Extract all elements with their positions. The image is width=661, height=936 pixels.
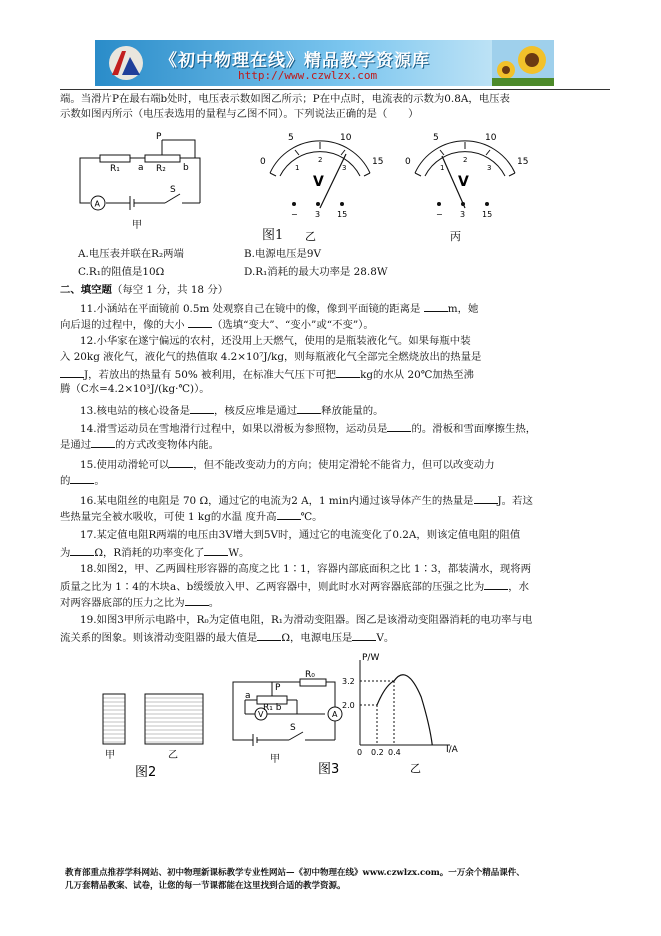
q12-text-b: kg的水从 20℃加热至沸 bbox=[360, 369, 474, 381]
q17-text-c: W。 bbox=[228, 547, 250, 559]
inner-3: 3 bbox=[342, 164, 347, 172]
label-jia: 甲 bbox=[105, 750, 115, 761]
label-b: b bbox=[183, 163, 189, 173]
q12-text-a: J，若放出的热量有 50% 被利用，在标准大气压下可把 bbox=[84, 369, 337, 381]
label-p: P bbox=[156, 132, 162, 142]
q11-line-2 bbox=[60, 316, 610, 332]
terminal-3: 3 bbox=[315, 210, 321, 219]
meter-unit-bing: V bbox=[458, 174, 469, 190]
q15-line-1 bbox=[80, 456, 630, 472]
option-a: A.电压表并联在R₂两端 bbox=[78, 248, 184, 260]
q18-line-1: 18.如图2，甲、乙两圆柱形容器的高度之比 1∶1，容器内部底面积之比 1∶3，都装满水，现将两 bbox=[80, 563, 532, 575]
q12-line-1: 12.小华家在遂宁偏远的农村，还没用上天燃气，使用的是瓶装液化气。如果每瓶中装 bbox=[80, 335, 471, 347]
footer-line-2: 几万套精品教案、试卷，让您的每一节课都能在这里找到合适的教学资源。 bbox=[65, 881, 346, 891]
ammeter-label: A bbox=[332, 710, 338, 719]
label-r1: R₁ bbox=[110, 164, 120, 174]
q11-text-a: 11.小涵站在平面镜前 0.5m 处观察自己在镜中的像，像到平面镜的距离是 bbox=[80, 303, 421, 315]
q14-text-a: 14.滑雪运动员在雪地滑行过程中，如果以滑板为参照物，运动员是 bbox=[80, 423, 388, 435]
q15-text-b: ，但不能改变动力的方向；使用定滑轮不能省力，但可以改变动力 bbox=[193, 459, 495, 471]
q12-blank-2[interactable] bbox=[336, 366, 360, 378]
scale-15: 15 bbox=[517, 157, 529, 167]
q17-text-a: 为 bbox=[60, 547, 71, 559]
inner-2: 2 bbox=[463, 156, 468, 164]
q13-text-c: 释放能量的。 bbox=[321, 405, 384, 417]
q19-blank-2[interactable] bbox=[352, 629, 376, 641]
label-s: S bbox=[170, 185, 176, 195]
terminal-3: 3 bbox=[460, 210, 466, 219]
sunflower-image bbox=[492, 40, 554, 86]
banner-url[interactable]: http://www.czwlzx.com bbox=[238, 69, 378, 82]
q11-line-1 bbox=[80, 300, 630, 316]
scale-10: 10 bbox=[485, 133, 497, 143]
inner-1: 1 bbox=[295, 164, 300, 172]
q19-text-a: 流关系的图象。则该滑动变阻器的最大值是 bbox=[60, 632, 258, 644]
q14-text-d: 的方式改变物体内能。 bbox=[115, 439, 220, 451]
container-jia bbox=[103, 694, 125, 744]
q16-blank-1[interactable] bbox=[474, 492, 498, 504]
banner-logo bbox=[100, 43, 152, 83]
intro-line-1: 端。当滑片P在最右端b处时，电压表示数如图乙所示；P在中点时，电流表的示数为0.8A，电压表 bbox=[60, 93, 510, 105]
label-jia: 甲 bbox=[270, 754, 280, 765]
q17-blank-2[interactable] bbox=[204, 544, 228, 556]
label-r0: R₀ bbox=[305, 670, 315, 680]
q18-line-2 bbox=[60, 578, 610, 594]
y-axis-label: P/W bbox=[362, 653, 380, 663]
q14-blank-1[interactable] bbox=[387, 420, 411, 432]
q18-text-c: 对两容器底部的压力之比为 bbox=[60, 597, 185, 609]
label-yi: 乙 bbox=[168, 750, 178, 761]
q13-text-b: ，核反应堆是通过 bbox=[214, 405, 298, 417]
y-tick-2: 2.0 bbox=[342, 701, 355, 710]
ammeter-label: A bbox=[94, 199, 100, 209]
terminal-neg: − bbox=[436, 210, 443, 219]
q19-blank-1[interactable] bbox=[257, 629, 281, 641]
q13-text-a: 13.核电站的核心设备是 bbox=[80, 405, 191, 417]
q15-line-2: 的 。 bbox=[60, 472, 610, 488]
meter-unit-yi: V bbox=[313, 174, 324, 190]
figure-1-circuit bbox=[70, 128, 220, 238]
label-a: a bbox=[245, 691, 251, 701]
q18-line-3: 对两容器底部的压力之比为 。 bbox=[60, 594, 610, 610]
voltmeter-dial-bing bbox=[395, 128, 535, 243]
q12-line-4: 腾（C水=4.2×10³J/(kg·℃)）。 bbox=[60, 383, 210, 395]
terminal-15: 15 bbox=[482, 210, 493, 219]
label-p: P bbox=[275, 683, 281, 693]
q14-text-c: 是通过 bbox=[60, 439, 92, 451]
q13-blank-2[interactable] bbox=[297, 402, 321, 414]
terminal-neg: − bbox=[291, 210, 298, 219]
x-axis-label: I/A bbox=[446, 745, 458, 755]
container-yi bbox=[145, 694, 203, 744]
q17-line-2 bbox=[60, 544, 610, 560]
figure-2-caption: 图2 bbox=[135, 765, 157, 780]
voltmeter-label: V bbox=[258, 710, 264, 719]
scale-15: 15 bbox=[372, 157, 384, 167]
figure-2-containers bbox=[95, 680, 215, 780]
section-title: 二、填空题 bbox=[60, 284, 112, 296]
q11-text-d: （选填“变大”、“变小”或“不变”）。 bbox=[212, 319, 374, 331]
option-d: D.R₁消耗的最大功率是 28.8W bbox=[244, 266, 388, 278]
q11-blank-2[interactable] bbox=[188, 316, 212, 328]
scale-5: 5 bbox=[433, 133, 439, 143]
q11-blank-1[interactable] bbox=[424, 300, 448, 312]
power-current-chart bbox=[340, 650, 470, 780]
q18-blank-1[interactable] bbox=[484, 578, 508, 590]
label-jia: 甲 bbox=[132, 220, 142, 231]
label-a: a bbox=[138, 163, 144, 173]
section-heading bbox=[60, 283, 610, 297]
q15-blank-1[interactable] bbox=[169, 456, 193, 468]
intro-line-2: 示数如图丙所示（电压表选用的量程与乙图不同）。下列说法正确的是（ ） bbox=[60, 108, 419, 120]
power-curve bbox=[377, 675, 432, 745]
needle-yi bbox=[320, 154, 346, 208]
q14-line-1 bbox=[80, 420, 630, 436]
terminal-15: 15 bbox=[337, 210, 348, 219]
q15-text-c: 的 bbox=[60, 475, 71, 487]
banner-title: 《初中物理在线》精品教学资源库 bbox=[160, 51, 430, 71]
q19-line-2 bbox=[60, 629, 610, 645]
q16-text-a: 16.某电阻丝的电阻是 70 Ω，通过它的电流为2 A，1 min内通过该导体产生的热量是 bbox=[80, 495, 474, 507]
label-s: S bbox=[290, 723, 296, 733]
label-r1b: R₁ b bbox=[263, 703, 282, 713]
option-b: B.电源电压是9V bbox=[244, 248, 322, 260]
q19-line-1: 19.如图3甲所示电路中，R₀为定值电阻，R₁为滑动变阻器。图乙是该滑动变阻器消耗的电功率与电 bbox=[80, 614, 533, 626]
q11-text-b: m，她 bbox=[447, 303, 479, 315]
option-c: C.R₁的阻值是10Ω bbox=[78, 266, 165, 278]
figure-3-caption: 图3 bbox=[318, 762, 340, 777]
x-tick-0-2: 0.2 bbox=[371, 748, 384, 757]
section-note: （每空 1 分，共 18 分） bbox=[111, 284, 229, 296]
inner-1: 1 bbox=[440, 164, 445, 172]
q14-line-2 bbox=[60, 436, 610, 452]
q16-blank-2[interactable] bbox=[277, 508, 301, 520]
figure-1-caption: 图1 bbox=[262, 228, 284, 243]
label-yi: 乙 bbox=[305, 230, 316, 243]
scale-5: 5 bbox=[288, 133, 294, 143]
q15-text-a: 15.使用动滑轮可以 bbox=[80, 459, 170, 471]
label-bing: 丙 bbox=[450, 230, 461, 243]
q14-blank-2[interactable] bbox=[91, 436, 115, 448]
q18-blank-2[interactable] bbox=[185, 594, 209, 606]
q14-text-b: 的。滑板和雪面摩擦生热， bbox=[411, 423, 537, 435]
q16-line-1 bbox=[80, 492, 630, 508]
q13-line bbox=[80, 402, 630, 418]
x-tick-0-4: 0.4 bbox=[388, 748, 401, 757]
q16-text-b: J。若这 bbox=[497, 495, 533, 507]
q12-line-3 bbox=[60, 366, 610, 382]
q19-text-b: Ω，电源电压是 bbox=[281, 632, 353, 644]
scale-0: 0 bbox=[405, 157, 411, 167]
q11-text-c: 向后退的过程中，像的大小 bbox=[60, 319, 185, 331]
q17-line-1: 17.某定值电阻R两端的电压由3V增大到5V时，通过它的电流变化了0.2A，则该定值电阻的阻值 bbox=[80, 529, 521, 541]
y-tick-3-2: 3.2 bbox=[342, 677, 355, 686]
q17-text-b: Ω，R消耗的功率变化了 bbox=[94, 547, 205, 559]
q15-blank-2[interactable] bbox=[70, 472, 94, 484]
q18-text-a: 质量之比为 1∶4的木块a、b缓缓放入甲、乙两容器中，则此时水对两容器底部的压强之比为 bbox=[60, 581, 485, 593]
chart-subtitle: 乙 bbox=[410, 762, 421, 775]
q13-blank-1[interactable] bbox=[190, 402, 214, 414]
q16-text-d: ℃。 bbox=[300, 511, 323, 523]
q16-line-2 bbox=[60, 508, 610, 524]
q16-text-c: 些热量完全被水吸收，可使 1 kg的水温 度升高 bbox=[60, 511, 277, 523]
inner-2: 2 bbox=[318, 156, 323, 164]
header-rule bbox=[60, 89, 610, 90]
q12-blank-1[interactable] bbox=[60, 366, 84, 378]
inner-3: 3 bbox=[487, 164, 492, 172]
q12-line-2: 入 20kg 液化气，液化气的热值取 4.2×10⁷J/kg，则每瓶液化气全部完全燃烧放出的热量是 bbox=[60, 351, 482, 363]
x-tick-0: 0 bbox=[357, 748, 363, 757]
scale-0: 0 bbox=[260, 157, 266, 167]
label-r2: R₂ bbox=[156, 164, 166, 174]
footer-line-1: 教育部重点推荐学科网站、初中物理新课标教学专业性网站—《初中物理在线》www.czwlzx.com。一万余个精品课件、 bbox=[65, 868, 525, 878]
q18-text-b: ，水 bbox=[508, 581, 529, 593]
q19-text-c: V。 bbox=[376, 632, 395, 644]
q17-blank-1[interactable] bbox=[70, 544, 94, 556]
scale-10: 10 bbox=[340, 133, 352, 143]
